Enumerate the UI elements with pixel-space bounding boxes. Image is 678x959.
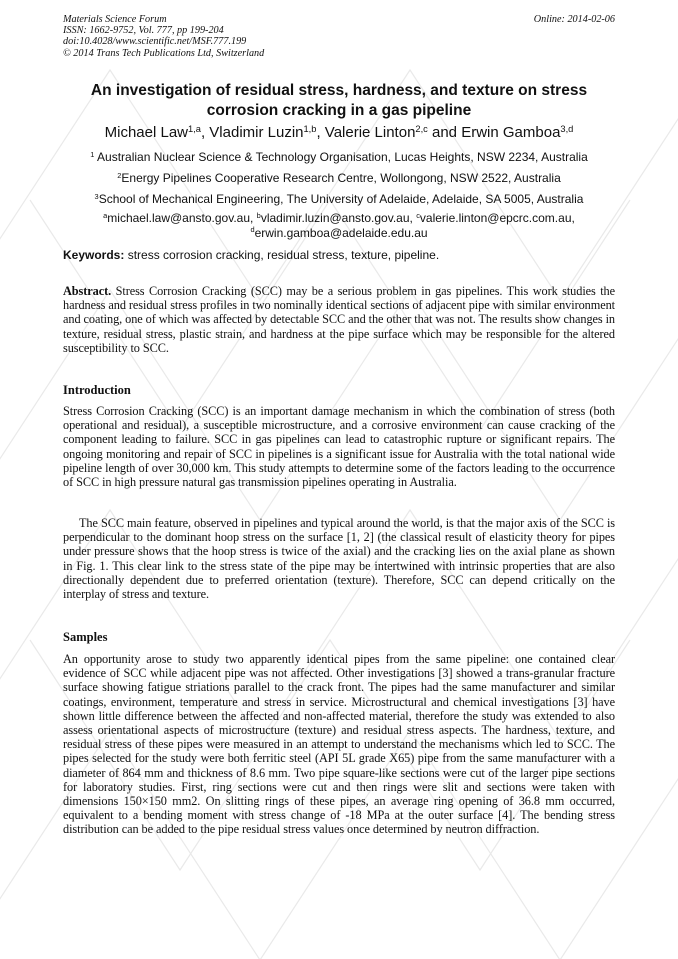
introduction-paragraph-1: Stress Corrosion Cracking (SCC) is an important damage mechanism in which the combination of stress (both operational and residual), a susceptible microstructure, and a corrosive environment can cause cracking of the component leading to failure. SCC in gas pipelines can lead to catastrophic rupture or significant repairs. The ongoing monitoring and repair of SCC in pipelines is a significant issue for Australia with the total national wide pipeline length of over 30,000 km. This study attempts to determine some of the factors leading to the occurrence of SCC in high pressure natural gas transmission pipelines operating in Australia.	[63, 404, 615, 490]
affiliation-mark: 3	[94, 191, 99, 201]
author-name: Valerie Linton	[324, 124, 416, 141]
author-list	[40, 124, 638, 142]
journal-name: Materials Science Forum	[63, 14, 167, 25]
author-separator: ,	[200, 124, 210, 141]
introduction-heading: Introduction	[63, 383, 131, 397]
affiliation-mark: 2	[117, 170, 122, 180]
abstract-text: Stress Corrosion Cracking (SCC) may be a serious problem in gas pipelines. This work studies the hardness and residual stress profiles in two nominally identical sections of adjacent pipe with similar environment and coating, one of which was affected by detectable SCC and the other that was not. The results show changes in texture, residual stress, plastic strain, and hardness at the pipe surface which may be responsible for the altered susceptibility to SCC.	[63, 284, 615, 355]
affiliation-text: School of Mechanical Engineering, The University of Adelaide, Adelaide, SA 5005, Australia	[98, 192, 584, 206]
author-affiliation-mark: 3,d	[560, 123, 574, 134]
author-name: Vladimir Luzin	[209, 124, 304, 141]
affiliation-text: Energy Pipelines Cooperative Research Centre, Wollongong, NSW 2522, Australia	[121, 171, 561, 185]
online-date: Online: 2014-02-06	[533, 14, 615, 25]
paper-title	[63, 81, 615, 120]
samples-paragraph-1: An opportunity arose to study two apparently identical pipes from the same pipeline: one contained clear evidence of SCC while adjacent pipe was not affected. Other investigations [3] showed a trans-granular fracture surface showing fatigue striations parallel to the crack front. The pipes had the same manufacturer and similar coatings, environment, temperature and stress in service. Microstructural and chemical investigations [3] have shown little difference between the affected and non-affected material, therefore the study was extended to also assess orientational aspects of microstructure (texture) and residual stress aspects. The hardness, texture, and residual stress of these pipes were measured in an attempt to understand the mechanisms which led to SCC. The pipes selected for the study were both ferritic steel (API 5L grade X65) pipe from the same manufacturer with a diameter of 864 mm and thickness of 8.6 mm. Two pipe square-like sections were cut of the larger pipe sections for laboratory studies. First, ring sections were cut and then rings were slit and sections were taken with dimensions 150×150 mm2. On slitting rings of these pipes, an average ring opening of 36.8 mm occurred, equivalent to a bending moment with stress change of -18 MPa at the outer surface [4]. The bending stress distribution can be added to the pipe residual stress values once determined by neutron diffraction.	[63, 652, 615, 837]
author-name: Michael Law	[104, 124, 189, 141]
issn-line: ISSN: 1662-9752, Vol. 777, pp 199-204	[63, 25, 224, 37]
keywords-label: Keywords:	[63, 248, 125, 262]
author-affiliation-mark: 1,b	[303, 123, 317, 134]
email-mark: c	[416, 210, 420, 220]
copyright-line: © 2014 Trans Tech Publications Ltd, Switzerland	[63, 47, 265, 59]
author-separator: ,	[316, 124, 325, 141]
affiliation-mark: 1	[90, 149, 95, 159]
email-mark: a	[103, 210, 108, 220]
author-affiliation-mark: 1,a	[188, 123, 201, 134]
email-line-2	[40, 226, 638, 241]
abstract-label: Abstract.	[63, 284, 112, 298]
introduction-paragraph-2: The SCC main feature, observed in pipelines and typical around the world, is that the major axis of the SCC is perpendicular to the dominant hoop stress on the surface [1, 2] (the classical result of elasticity theory for pipes under pressure shows that the hoop stress is twice of the axial) and the cracking lies on the axial plane as shown in Fig. 1. This clear link to the stress state of the pipe may be intertwined with intrinsic properties that are also directionally dependent due to preferred orientation (texture). Therefore, SCC can depend critically on the interplay of stress and texture.	[63, 516, 615, 602]
author-affiliation-mark: 2,c	[415, 123, 428, 134]
abstract	[63, 284, 615, 355]
email-line-1	[40, 211, 638, 226]
author-name: Erwin Gamboa	[461, 124, 561, 141]
doi-line: doi:10.4028/www.scientific.net/MSF.777.199	[63, 36, 247, 48]
affiliation-text: Australian Nuclear Science & Technology Organisation, Lucas Heights, NSW 2234, Australia	[94, 150, 588, 164]
email-list	[40, 211, 638, 240]
affiliation-2	[40, 171, 638, 185]
email-address[interactable]: valerie.linton@epcrc.com.au,	[419, 211, 575, 225]
email-address[interactable]: michael.law@ansto.gov.au,	[107, 211, 257, 225]
keywords-text: stress corrosion cracking, residual stress, texture, pipeline.	[124, 248, 440, 262]
email-mark: d	[250, 225, 255, 235]
journal-header	[63, 14, 615, 59]
title-line-1: An investigation of residual stress, hardness, and texture on stress	[90, 82, 588, 99]
email-mark: b	[256, 210, 261, 220]
samples-heading: Samples	[63, 630, 108, 644]
affiliation-1	[40, 150, 638, 164]
keywords	[63, 248, 615, 262]
email-address[interactable]: erwin.gamboa@adelaide.edu.au	[254, 225, 428, 240]
title-line-2: corrosion cracking in a gas pipeline	[206, 101, 472, 119]
affiliation-3	[40, 192, 638, 206]
author-separator: and	[427, 124, 462, 141]
email-address[interactable]: vladimir.luzin@ansto.gov.au,	[260, 211, 417, 225]
